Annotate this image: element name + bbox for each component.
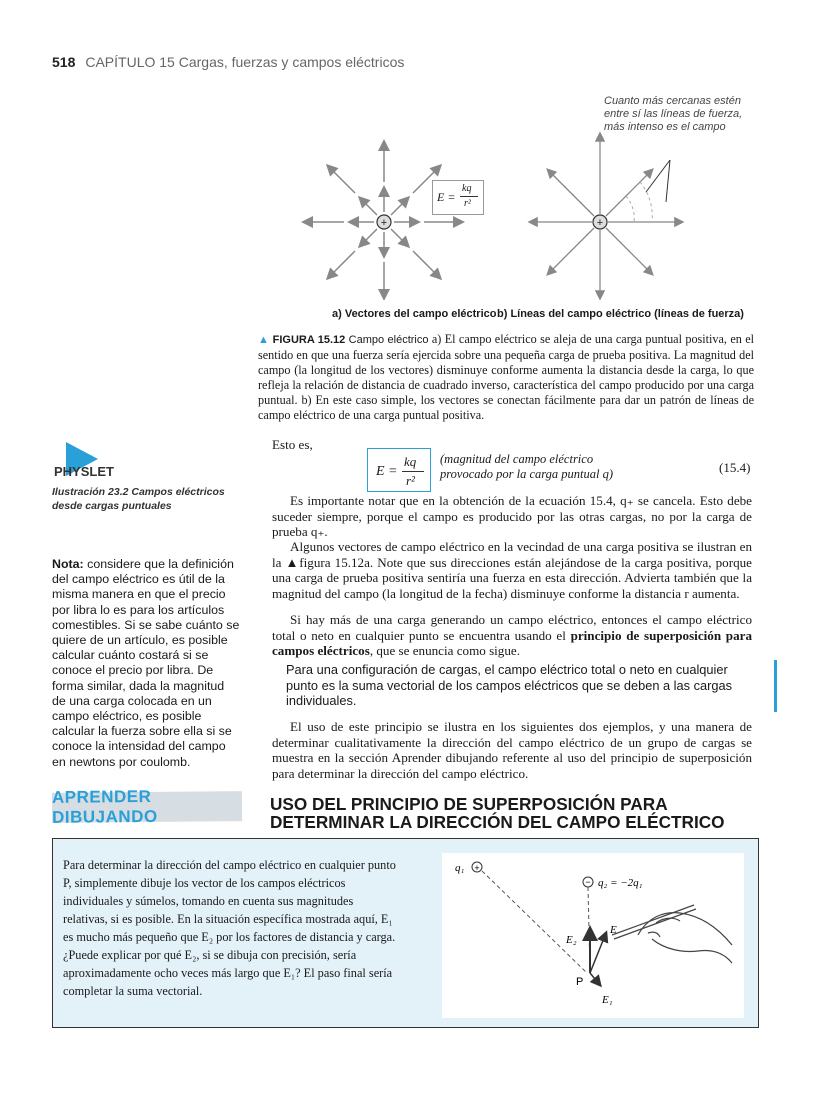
svg-text:P: P — [576, 976, 584, 988]
figure-caption: ▲ FIGURA 15.12 Campo eléctrico a) El campo eléctrico se aleja de una carga puntual positiva, en el sentido en que una fuerza sería ejercida sobre una pequeña carga de prueba positiva. La magnitud del campo (la longitud de los vectores) disminuye conforme aumenta la distancia desde la carga, lo que refleja la relación de distancia de cuadrado inverso, característica del campo producido por una carga puntual. b) En este caso simple, los vectores se conectan fácilmente para dar un patrón de líneas de campo eléctrico de una carga puntual positiva. — [258, 332, 755, 422]
svg-text:−: − — [585, 877, 591, 887]
svg-text:+: + — [380, 217, 388, 229]
aprender-dibujando-badge: APRENDER DIBUJANDO — [52, 791, 242, 823]
chapter-title: CAPÍTULO 15 Cargas, fuerzas y campos eléctricos — [85, 54, 405, 70]
equation-note: (magnitud del campo eléctrico provocado por la carga puntual q) — [440, 452, 614, 481]
physlet-logo-icon[interactable] — [52, 440, 152, 482]
triangle-icon: ▲ — [258, 334, 270, 346]
esto-es: Esto es, — [272, 437, 313, 452]
svg-text:E₂: E₂ — [566, 934, 577, 946]
page-number: 518 — [52, 54, 76, 70]
superposition-principle-box: Para una configuración de cargas, el campo eléctrico total o neto en cualquier punto es la suma vectorial de los campos eléctricos que se deben a las cargas individuales. — [272, 660, 777, 712]
equation-number: (15.4) — [719, 460, 751, 475]
svg-text:q₁: q₁ — [455, 862, 465, 874]
paragraph-1: Es importante notar que en la obtención de la ecuación 15.4, q₊ se cancela. Esto debe suceder siempre, porque el campo es producido por las otras cargas, no por la carga de prueba q₊. — [272, 493, 752, 540]
figure-annotation: Cuanto más cercanas estén entre sí las líneas de fuerza, más intenso es el campo — [604, 95, 743, 133]
panel-b-label: b) Líneas del campo eléctrico (líneas de fuerza) — [497, 308, 744, 320]
superposition-sketch — [442, 853, 744, 1018]
running-header — [52, 54, 404, 70]
svg-text:E: E — [610, 924, 617, 936]
svg-text:E₁: E₁ — [602, 994, 613, 1006]
svg-text:q₂ = −2q₁: q₂ = −2q₁ — [598, 877, 643, 889]
physlet-caption[interactable]: Ilustración 23.2 Campos eléctricos desde cargas puntuales — [52, 486, 225, 512]
aprender-text: Para determinar la dirección del campo eléctrico en cualquier punto P, simplemente dibuje los vector de los campos eléctricos individuales y súmelos, tomando en cuenta sus magnitudes relativas, si es posible. En la situación específica mostrada aquí, E₁ es mucho más pequeño que E₂ por los factores de distancia y carga. ¿Puede explicar por qué E₂, si se dibuja con precisión, sería aproximadamente ocho veces más largo que E₁? El paso final sería completar la suma vectorial. — [63, 858, 396, 998]
panel-a-label: a) Vectores del campo eléctrico — [332, 308, 497, 320]
panel-b-field-lines — [530, 134, 682, 298]
paragraph-3: Si hay más de una carga generando un campo eléctrico, entonces el campo eléctrico total o neto en cualquier punto se encuentra usando el principio de superposición para campos eléctricos, que se enuncia como sigue. — [272, 612, 752, 659]
side-note: Nota: considere que la definición del campo eléctrico es útil de la misma manera en que el precio por libra lo es para los artículos comestibles. Si se sabe cuánto se quiere de un artículo, es posible calcular cuánto costará si se conoce el precio por libra. De forma similar, dada la magnitud de una carga colocada en un campo eléctrico, es posible calcular la fuerza sobre ella si se conoce la intensidad del campo en newtons por coulomb. — [52, 557, 240, 769]
paragraph-2: Algunos vectores de campo eléctrico en la vecindad de una carga positiva se ilustran en la ▲figura 15.12a. Note que sus direcciones están alejándose de la carga positiva, porque una carga de prueba positiva sentiría una fuerza en esta dirección. Advierta también que la magnitud del campo (la longitud de la fecha) disminuye conforme la distancia r aumenta. — [272, 539, 752, 601]
figure-15-12-diagram — [290, 130, 770, 300]
paragraph-4: El uso de este principio se ilustra en los siguientes dos ejemplos, y una manera de determinar cualitativamente la dirección del campo eléctrico de un grupo de cargas se muestra en la sección Aprender dibujando referente al uso del principio de superposición para determinar la dirección del campo eléctrico. — [272, 719, 752, 781]
svg-text:+: + — [596, 217, 604, 229]
svg-text:PHYSLET: PHYSLET — [54, 464, 114, 479]
aprender-title: USO DEL PRINCIPIO DE SUPERPOSICIÓN PARA DETERMINAR LA DIRECCIÓN DEL CAMPO ELÉCTRICO — [270, 794, 725, 832]
svg-text:+: + — [474, 863, 480, 873]
hand-with-pencil-icon — [612, 905, 732, 963]
equation-box: E = kq r² — [432, 180, 484, 215]
equation-15-4: E = kq r² — [372, 452, 432, 490]
